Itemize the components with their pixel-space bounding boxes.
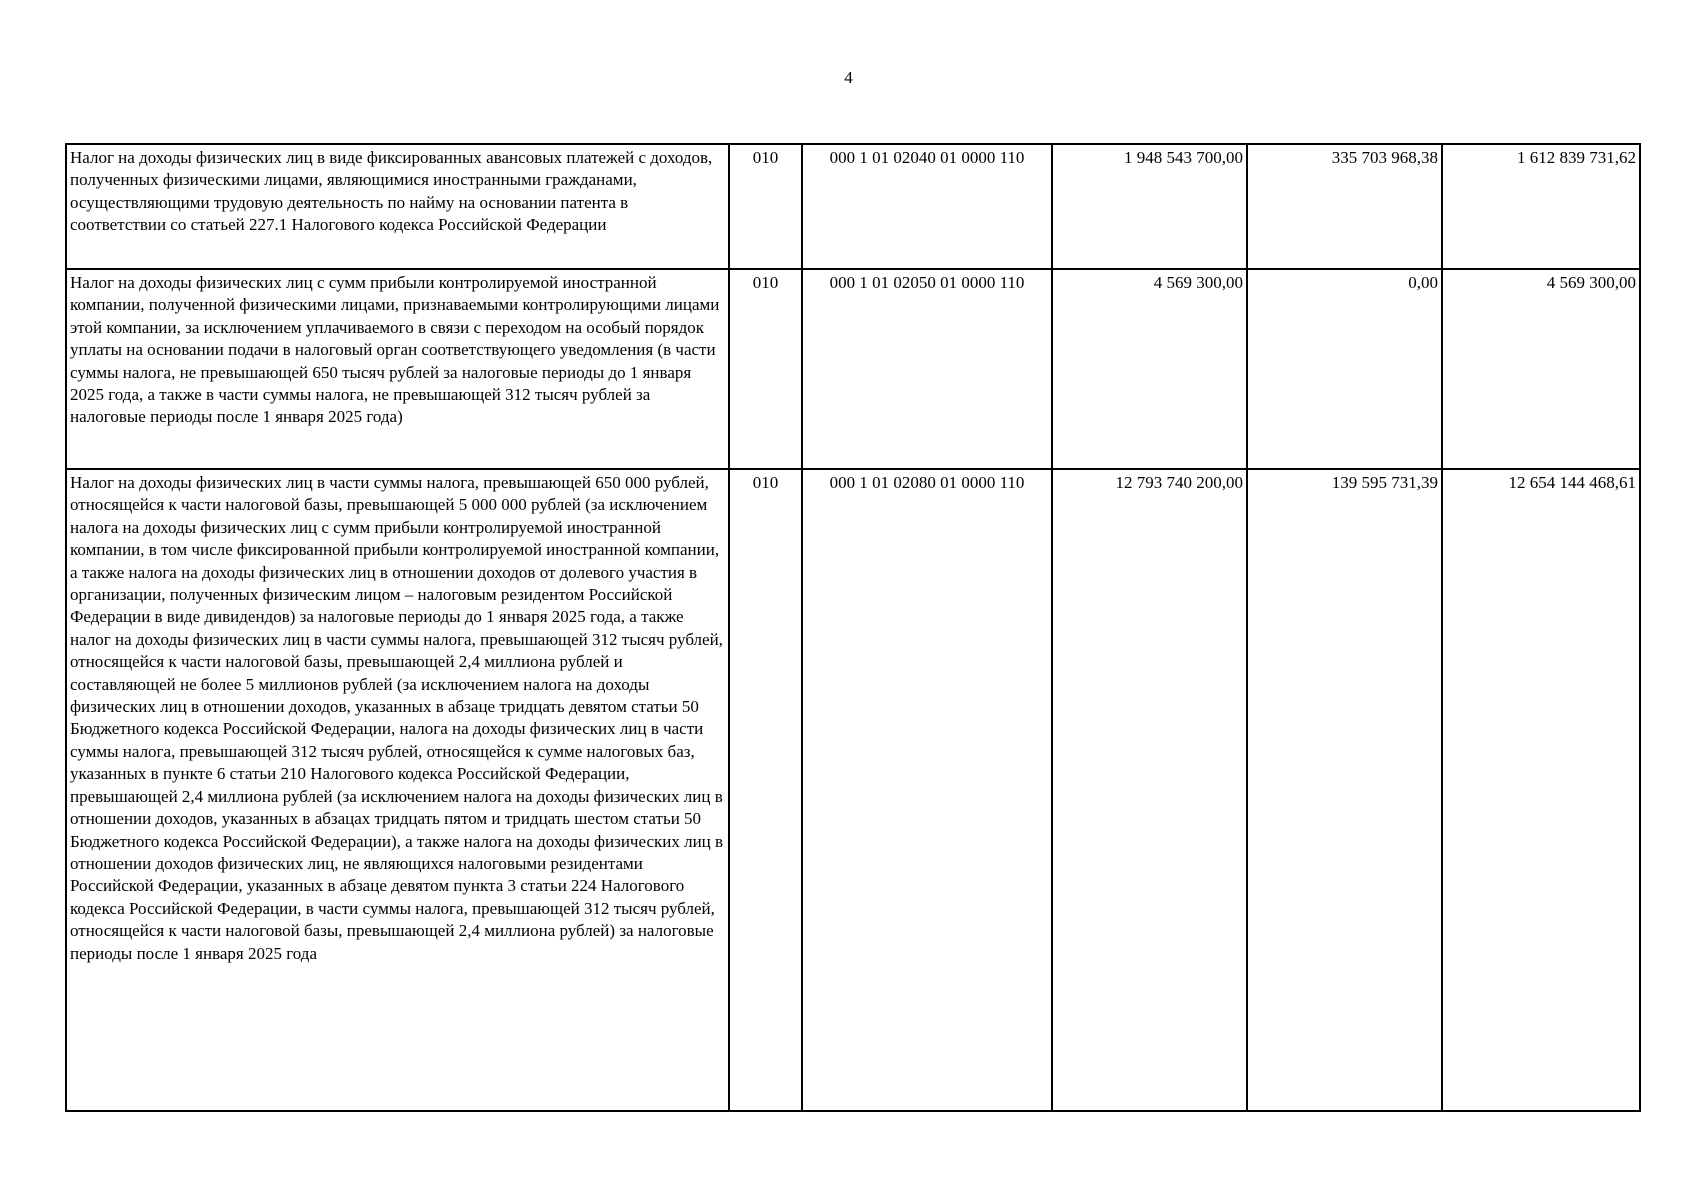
table-row bbox=[66, 269, 1640, 469]
budget-code-cell: 000 1 01 02080 01 0000 110 bbox=[802, 469, 1052, 1111]
approved-amount-cell: 4 569 300,00 bbox=[1052, 269, 1247, 469]
executed-amount-cell: 0,00 bbox=[1247, 269, 1442, 469]
budget-code-cell: 000 1 01 02040 01 0000 110 bbox=[802, 144, 1052, 269]
line-code-cell: 010 bbox=[729, 144, 802, 269]
table-row bbox=[66, 469, 1640, 1111]
line-code-cell: 010 bbox=[729, 469, 802, 1111]
page-number: 4 bbox=[844, 68, 853, 87]
income-name-cell: Налог на доходы физических лиц в виде фиксированных авансовых платежей с доходов, полученных физическими лицами, являющимися иностранными гражданами, осуществляющими трудовую деятельность по найму на основании патента в соответствии со статьей 227.1 Налогового кодекса Российской Федерации bbox=[66, 144, 729, 269]
unexecuted-amount-cell: 12 654 144 468,61 bbox=[1442, 469, 1640, 1111]
income-name-cell: Налог на доходы физических лиц в части суммы налога, превышающей 650 000 рублей, относящейся к части налоговой базы, превышающей 5 000 000 рублей (за исключением налога на доходы физических лиц с сумм прибыли контролируемой иностранной компании, в том числе фиксированной прибыли контролируемой иностранной компании, а также налога на доходы физических лиц в отношении доходов от долевого участия в организации, полученных физическим лицом – налоговым резидентом Российской Федерации в виде дивидендов) за налоговые периоды до 1 января 2025 года, а также налог на доходы физических лиц в части суммы налога, превышающей 312 тысяч рублей, относящейся к части налоговой базы, превышающей 2,4 миллиона рублей и составляющей не более 5 миллионов рублей (за исключением налога на доходы физических лиц в отношении доходов, указанных в абзаце тридцать девятом статьи 50 Бюджетного кодекса Российской Федерации, налога на доходы физических лиц в части суммы налога, превышающей 312 тысяч рублей, относящейся к сумме налоговых баз, указанных в пункте 6 статьи 210 Налогового кодекса Российской Федерации, превышающей 2,4 миллиона рублей (за исключением налога на доходы физических лиц в отношении доходов, указанных в абзацах тридцать пятом и тридцать шестом статьи 50 Бюджетного кодекса Российской Федерации), а также налога на доходы физических лиц в отношении доходов физических лиц, не являющихся налоговыми резидентами Российской Федерации, указанных в абзаце девятом пункта 3 статьи 224 Налогового кодекса Российской Федерации, в части суммы налога, превышающей 312 тысяч рублей, относящейся к части налоговой базы, превышающей 2,4 миллиона рублей) за налоговые периоды после 1 января 2025 года bbox=[66, 469, 729, 1111]
unexecuted-amount-cell: 1 612 839 731,62 bbox=[1442, 144, 1640, 269]
income-name-cell: Налог на доходы физических лиц с сумм прибыли контролируемой иностранной компании, полученной физическими лицами, признаваемыми контролирующими лицами этой компании, за исключением уплачиваемого в связи с переходом на особый порядок уплаты на основании подачи в налоговый орган соответствующего уведомления (в части суммы налога, не превышающей 650 тысяч рублей за налоговые периоды до 1 января 2025 года, а также в части суммы налога, не превышающей 312 тысяч рублей за налоговые периоды после 1 января 2025 года) bbox=[66, 269, 729, 469]
unexecuted-amount-cell: 4 569 300,00 bbox=[1442, 269, 1640, 469]
line-code-cell: 010 bbox=[729, 269, 802, 469]
executed-amount-cell: 139 595 731,39 bbox=[1247, 469, 1442, 1111]
approved-amount-cell: 1 948 543 700,00 bbox=[1052, 144, 1247, 269]
table-row bbox=[66, 144, 1640, 269]
approved-amount-cell: 12 793 740 200,00 bbox=[1052, 469, 1247, 1111]
executed-amount-cell: 335 703 968,38 bbox=[1247, 144, 1442, 269]
budget-code-cell: 000 1 01 02050 01 0000 110 bbox=[802, 269, 1052, 469]
revenue-table bbox=[65, 143, 1641, 1112]
